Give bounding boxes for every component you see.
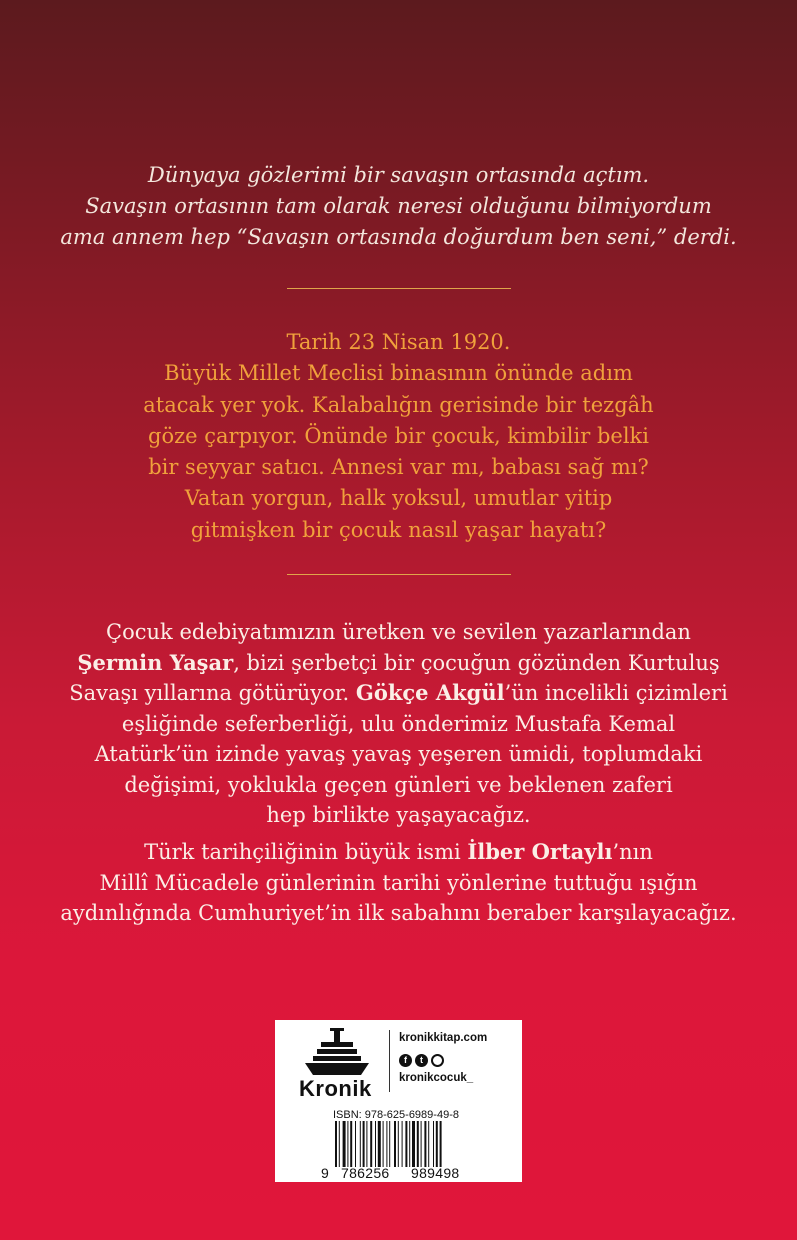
foreword-line: aydınlığında Cumhuriyet’in ilk sabahını beraber karşılayacağız.: [60, 901, 737, 925]
barcode-digit-group2: 989498: [411, 1165, 460, 1181]
description-line: Çocuk edebiyatımızın üretken ve sevilen yazarlarından: [106, 620, 691, 644]
author-name: Şermin Yaşar: [77, 649, 234, 675]
publisher-logo-text: Kronik: [299, 1076, 372, 1101]
story-blurb: [60, 327, 737, 546]
intro-line: ama annem hep “Savaşın ortasında doğurdum ben seni,” derdi.: [60, 225, 737, 249]
description-line: Şermin Yaşar, bizi şerbetçi bir çocuğun gözünden Kurtuluş: [77, 649, 720, 675]
blurb-line: bir seyyar satıcı. Annesi var mı, babası sağ mı?: [148, 455, 649, 480]
social-icons: [399, 1054, 444, 1067]
foreword-line: Millî Mücadele günlerinin tarihi yönlerine tuttuğu ışığın: [99, 870, 698, 895]
intro-line: Dünyaya gözlerimi bir savaşın ortasında açtım.: [147, 163, 650, 187]
barcode-digit-group1: 786256: [341, 1165, 390, 1181]
book-description: [50, 617, 747, 831]
instagram-icon: [431, 1054, 444, 1067]
publisher-website: kronikkitap.com: [399, 1032, 488, 1044]
illustrator-name: Gökçe Akgül: [355, 680, 505, 705]
historian-name: İlber Ortaylı: [467, 839, 613, 864]
divider-bottom: [287, 574, 511, 575]
logo-divider: [389, 1030, 390, 1092]
barcode: [335, 1121, 475, 1167]
isbn-label: ISBN: 978-625-6989-49-8: [333, 1109, 459, 1121]
intro-quote: [60, 160, 737, 253]
description-line: hep birlikte yaşayacağız.: [266, 803, 531, 827]
publisher-logo: [299, 1028, 375, 1103]
twitter-icon: t: [415, 1054, 428, 1067]
description-line: değişimi, yoklukla geçen günleri ve beklenen zaferi: [124, 772, 673, 797]
barcode-panel: [275, 1020, 522, 1182]
intro-line: Savaşın ortasının tam olarak neresi olduğunu bilmiyordum: [85, 194, 712, 218]
blurb-line: gitmişken bir çocuk nasıl yaşar hayatı?: [190, 517, 607, 542]
description-line: Savaşı yıllarına götürüyor. Gökçe Akgül’ün incelikli çizimleri: [69, 680, 728, 705]
divider-top: [287, 288, 511, 289]
foreword-line: Türk tarihçiliğinin büyük ismi İlber Ortaylı’nın: [144, 839, 653, 864]
description-line: Atatürk’ün izinde yavaş yavaş yeşeren ümidi, toplumdaki: [94, 742, 703, 766]
social-handle: kronikcocuk_: [399, 1072, 474, 1084]
ship-logo-icon: [299, 1028, 375, 1078]
blurb-line: Vatan yorgun, halk yoksul, umutlar yitip: [184, 486, 613, 511]
blurb-line: göze çarpıyor. Önünde bir çocuk, kimbilir belki: [148, 423, 649, 448]
description-line: eşliğinde seferberliği, ulu önderimiz Mustafa Kemal: [121, 711, 676, 736]
blurb-line: atacak yer yok. Kalabalığın gerisinde bir tezgâh: [143, 392, 654, 417]
barcode-digit-first: 9: [321, 1165, 330, 1181]
foreword-note: [50, 837, 747, 929]
blurb-line: Tarih 23 Nisan 1920.: [286, 330, 511, 354]
blurb-line: Büyük Millet Meclisi binasının önünde adım: [164, 361, 633, 386]
facebook-icon: f: [399, 1054, 412, 1067]
